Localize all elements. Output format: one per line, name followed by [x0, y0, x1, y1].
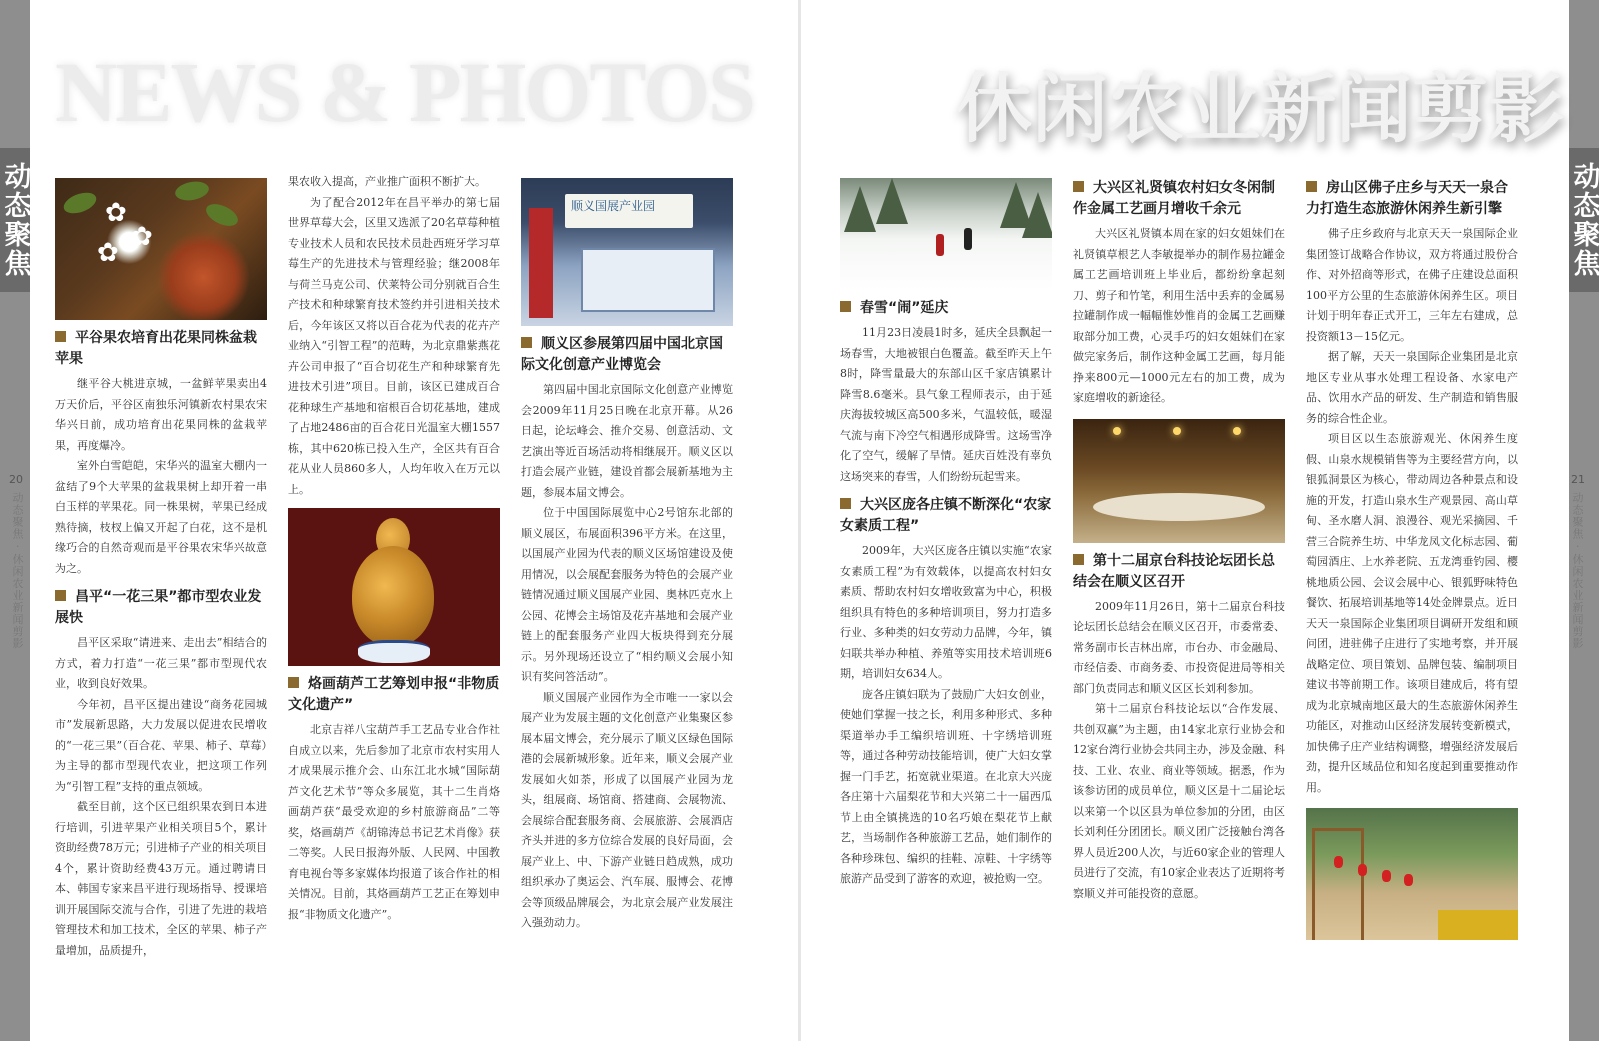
article-shunyi-p3: 顺义国展产业园作为全市唯一一家以会展产业为发展主题的文化创意产业集聚区参展本届文博会，充分展示了顺义区绿色国际港的会展新城形象。近年来，顺义会展产业发展如火如荼，形成了以国展产业园为龙头，组展商、场馆商、搭建商、会展物流、会展综合配套服务商、会展旅游、会展酒店齐头并进的多方位综合发展的良好局面，会展产业上、中、下游产业链日趋成熟，成功组织承办了奥运会、汽车展、服博会、花博会等顶级品牌展会，为北京会展产业发展注入强劲动力。 — [521, 690, 733, 929]
gourd-photo — [288, 508, 500, 666]
column-2 — [288, 172, 500, 925]
column-1 — [55, 178, 267, 961]
article-pangge-p1: 2009年，大兴区庞各庄镇以实施“农家女素质工程”为有效载体，以提高农村妇女素质、帮助农村妇女增收致富为中心，积极组织具有特色的多种培训项目，努力打造多行业、多种类的妇女劳动力品牌，今年，镇妇联共举办种植、养殖等实用技术培训班6期，培训妇女634人。 — [840, 544, 1052, 680]
right-side-tab: 动态聚焦 — [1569, 148, 1599, 292]
left-side-tab: 动态聚焦 — [0, 148, 30, 292]
article-changping-p3: 截至目前，这个区已组织果农到日本进行培训，引进苹果产业相关项目5个，累计资助经费78万元；引进柿子产业的相关项目4个，累计资助经费43万元。通过聘请日本、韩国专家来昌平进行现场指导、授课培训开展国际交流与合作，引进了先进的栽培管理技术和加工技术，全区的苹果、柿子产量增加，品质提升， — [55, 800, 267, 957]
article-changping-p5: 为了配合2012年在昌平举办的第七届世界草莓大会，区里又选派了20名草莓种植专业技术人员和农民技术员赴西班牙学习草莓生产的先进技术与管理经验；继2008年与荷兰马克公司、伏莱特公司分别就百合生产技术和种球繁育技术签约并引进相关技术后，今年该区又将以百合花为代表的花卉产业纳入“引智工程”的范畴，为北京鼎紫燕花卉公司申报了“百合切花生产和种球繁育先进技术引进”项目。目前，该区已建成百合花种球生产基地和宿根百合切花基地，建成了占地2486亩的百合花日光温室大棚1557栋，其中620栋已投入生产，全区共有百合花从业人员860多人，人均年收入在万元以上。 — [288, 195, 500, 496]
expo-banner-text: 顺义国展产业园 — [571, 199, 656, 213]
article-pinggu-p2: 室外白雪皑皑，宋华兴的温室大棚内一盆结了9个大苹果的盆栽果树上却开着一串白玉样的苹果花。同一株果树，苹果已经成熟待摘，枝杈上偏又开起了白花，这不是机缘巧合的自然奇观而是平谷果农宋华兴故意为之。 — [55, 459, 267, 575]
article-snow-title: 春雪“闹”延庆 — [840, 298, 1052, 319]
article-changping-p1: 昌平区采取“请进来、走出去”相结合的方式，着力打造“一花三果”都市型现代农业，收到良好效果。 — [55, 636, 267, 690]
article-pinggu-p1: 继平谷大桃进京城，一盆鲜苹果卖出4万天价后，平谷区南独乐河镇新农村果农宋华兴日前，成功培育出花果同株的盆栽苹果，再度爆冷。 — [55, 377, 267, 452]
garden-path-photo — [1306, 808, 1518, 940]
column-4 — [840, 178, 1052, 890]
header-english-title: NEWS & PHOTOS — [55, 44, 754, 140]
article-pangge-title: 大兴区庞各庄镇不断深化“农家女素质工程” — [840, 497, 1052, 534]
expo-booth-photo — [521, 178, 733, 326]
article-gourd-title: 烙画葫芦工艺筹划申报“非物质文化遗产” — [288, 676, 500, 713]
column-3 — [521, 178, 733, 934]
page-number-right: 21 — [1571, 473, 1585, 486]
article-fangshan-p1: 佛子庄乡政府与北京天天一泉国际企业集团签订战略合作协议，双方将通过股份合作、对外招商等形式，在佛子庄建设总面积100平方公里的生态旅游休闲养生区。项目计划于明年春正式开工，三年左右建成，总投资额13－15亿元。 — [1306, 227, 1518, 343]
apple-blossom-photo: ✿ ✿ ✿ — [55, 178, 267, 320]
page-number-left: 20 — [9, 473, 23, 486]
snow-photo — [840, 178, 1052, 290]
article-fangshan-title: 房山区佛子庄乡与天天一泉合力打造生态旅游休闲养生新引擎 — [1306, 180, 1508, 217]
article-pinggu-title: 平谷果农培育出花果同株盆栽苹果 — [55, 330, 257, 367]
article-lixian-p1: 大兴区礼贤镇本周在家的妇女姐妹们在礼贤镇草根艺人李敏提举办的制作易拉罐金属工艺画培训班上毕业后，都纷纷拿起刻刀、剪子和竹笔，利用生活中丢弃的金属易拉罐制作成一幅幅惟妙惟肖的金属工艺画赚取部分加工费，心灵手巧的妇女姐妹们在家做完家务后，制作这种金属工艺画，每月能挣来800元—1000元左右的加工费，成为家庭增收的新途径。 — [1073, 227, 1285, 404]
article-jingtai-p1: 2009年11月26日，第十二届京台科技论坛团长总结会在顺义区召开，市委常委、常务副市长吉林出席，市台办、市金融局、市经信委、市商务委、市投资促进局等相关部门负责同志和顺义区区长刘利参加。 — [1073, 599, 1285, 695]
meeting-photo — [1073, 419, 1285, 543]
article-shunyi-p2: 位于中国国际展览中心2号馆东北部的顺义展区，布展面积396平方米。在这里，以国展产业园为代表的顺义区场馆建设及使用情况，以会展配套服务为特色的会展产业链情况通过顺义国展产业园、奥林匹克水上公园、花博会主场馆及花卉基地和会展产业链上的配套服务产业四大板块得到充分展示。另外现场还设立了“相约顺义会展小知识有奖问答活动”。 — [521, 506, 733, 683]
article-fangshan-p3: 项目区以生态旅游观光、休闲养生度假、山泉水规模销售等为主要经营方向，以银狐洞景区为核心，带动周边各种景点和设施的开发，打造山泉水生产观景园、高山草甸、圣水磨人洞、浪漫谷、观光采摘园、千营三合院养生坊、中华龙凤文化标志园、葡萄园酒庄、上水养老院、五龙湾垂钓园、樱桃地质公园、会议会展中心、银狐野味特色餐饮、拓展培训基地等14处金牌景点。近日天天一泉国际企业集团项目调研开发组和顾问团，进驻佛子庄进行了实地考察，并开展战略定位、项目策划、品牌包装、编制项目建议书等前期工作。该项目建成后，将有望成为北京城南地区最大的生态旅游休闲养生功能区，对推动山区经济发展转变新模式，加快佛子庄产业结构调整，增强经济发展后劲，提升区域品位和知名度起到重要推动作用。 — [1306, 432, 1518, 794]
article-jingtai-title: 第十二届京台科技论坛团长总结会在顺义区召开 — [1073, 552, 1275, 590]
article-changping-p2: 今年初，昌平区提出建设“商务花园城市”发展新思路，大力发展以促进农民增收的“一花三果”（百合花、苹果、柿子、草莓）为主导的都市型现代农业，把这项工作列为“引智工程”支持的重点领域。 — [55, 697, 267, 793]
section-label-left: 动态聚焦 · 休闲农业新闻剪影 — [11, 492, 24, 650]
article-pangge-p2: 庞各庄镇妇联为了鼓励广大妇女创业，使她们掌握一技之长，利用多种形式、多种渠道举办手工编织培训班、十字绣培训班等，通过各种劳动技能培训，使广大妇女掌握一门手艺，拓宽就业渠道。在北京大兴庞各庄第十六届梨花节和大兴第二十一届西瓜节上由全镇挑选的10名巧娘在梨花节上献艺，当场制作各种旅游工艺品，她们制作的各种珍珠包、编织的挂鞋、凉鞋、十字绣等旅游产品受到了游客的欢迎，被抢购一空。 — [840, 687, 1052, 885]
article-shunyi-p1: 第四届中国北京国际文化创意产业博览会2009年11月25日晚在北京开幕。从26日起，论坛峰会、推介交易、创意活动、文艺演出等近百场活动将相继展开。顺义区以打造会展产业链，建设首都会展新基地为主题，参展本届文博会。 — [521, 383, 733, 499]
section-label-right: 动态聚焦 · 休闲农业新闻剪影 — [1571, 492, 1584, 650]
column-6 — [1306, 170, 1518, 940]
column-5 — [1073, 170, 1285, 904]
article-shunyi-title: 顺义区参展第四届中国北京国际文化创意产业博览会 — [521, 336, 723, 373]
article-changping-title: 昌平“一花三果”都市型农业发展快 — [55, 589, 262, 626]
article-lixian-title: 大兴区礼贤镇农村妇女冬闲制作金属工艺画月增收千余元 — [1073, 180, 1275, 217]
article-snow-p1: 11月23日凌晨1时多，延庆全县飘起一场春雪，大地被银白色覆盖。截至昨天上午8时，降雪量最大的东部山区千家店镇累计降雪8.6毫米。县气象工程师表示，由于延庆海拔较城区高500多米，气温较低，暖湿气流与南下冷空气相遇形成降雪。这场雪净化了空气，缓解了旱情。延庆百姓没有辜负这场突来的春雪，人们纷纷玩起雪来。 — [840, 326, 1052, 483]
article-gourd-p1: 北京吉祥八宝葫芦手工艺品专业合作社自成立以来，先后参加了北京市农村实用人才成果展示推介会、山东江北水城“国际葫芦文化艺术节”等众多展览，其十二生肖烙画葫芦获“最受欢迎的乡村旅游商品”二等奖，烙画葫芦《胡锦涛总书记艺术肖像》获二等奖。人民日报海外版、人民网、中国教育电视台等多家媒体均报道了该合作社的相关情况。目前，其烙画葫芦工艺正在筹划申报“非物质文化遗产”。 — [288, 723, 500, 921]
header-chinese-title: 休闲农业新闻剪影 — [956, 64, 1564, 153]
article-jingtai-p2: 第十二届京台科技论坛以“合作发展、共创双赢”为主题，由14家北京行业协会和12家台湾行业协会共同主办，涉及金融、科技、工业、农业、商业等领域。据悉，作为该参访团的成员单位，顺义区是十二届论坛以来第一个以区县为单位参加的分团，由区长刘利任分团团长。顺义团广泛接触台湾各界人员近200人次，与近60家企业的管理人员进行了交流，有10家企业表达了近期将考察顺义并可能投资的意愿。 — [1073, 702, 1285, 900]
article-fangshan-p2: 据了解，天天一泉国际企业集团是北京地区专业从事水处理工程设备、水家电产品、饮用水产品的研发、生产制造和销售服务的综合性企业。 — [1306, 350, 1518, 425]
article-changping-p4: 果农收入提高，产业推广面积不断扩大。 — [288, 175, 486, 188]
